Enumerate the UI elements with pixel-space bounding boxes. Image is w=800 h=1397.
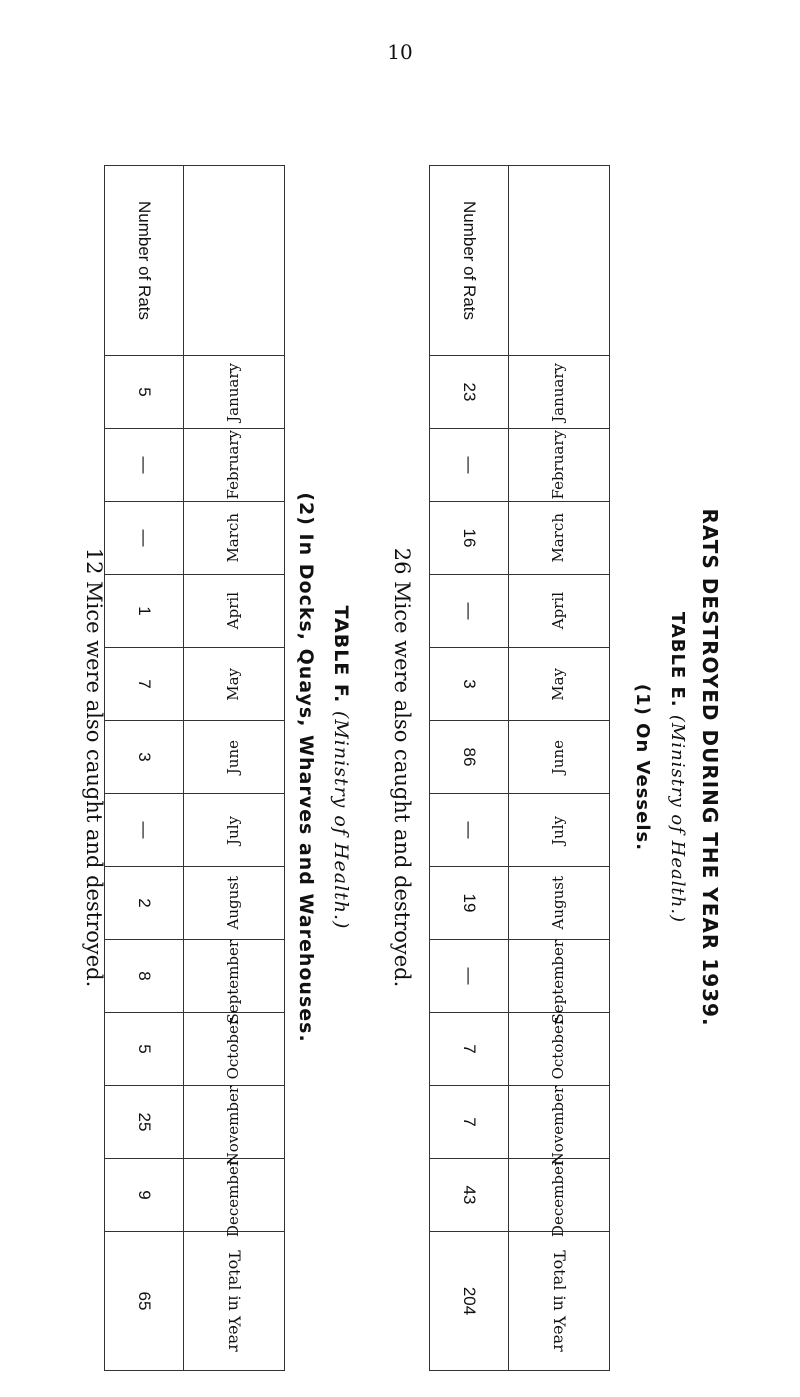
table-e-month-header: December — [509, 1159, 610, 1232]
table-e-value-cell: 23 — [430, 356, 509, 429]
table-f-month-header: May — [184, 648, 285, 721]
table-f-value-cell: 1 — [105, 575, 184, 648]
table-f-source: (Ministry of Health.) — [330, 710, 352, 930]
table-f-month-header: October — [184, 1013, 285, 1086]
table-f-total-cell: 65 — [105, 1232, 184, 1371]
table-f-value-cell: 8 — [105, 940, 184, 1013]
table-f-corner-cell — [184, 166, 285, 356]
table-f-value-cell: 25 — [105, 1086, 184, 1159]
table-e-month-header: September — [509, 940, 610, 1013]
table-e — [429, 165, 610, 1371]
table-f-value-cell: 7 — [105, 648, 184, 721]
table-f-month-header: March — [184, 502, 285, 575]
table-f-month-header: April — [184, 575, 285, 648]
table-e-value-cell: — — [430, 794, 509, 867]
table-e-value-cell: 86 — [430, 721, 509, 794]
table-e-source: (Ministry of Health.) — [667, 714, 688, 924]
table-e-month-header: August — [509, 867, 610, 940]
table-f-month-header: July — [184, 794, 285, 867]
table-e-subtitle: (1) On Vessels. — [632, 683, 653, 852]
table-f-title: TABLE F. — [330, 605, 352, 704]
table-e-value-row — [430, 166, 509, 1371]
table-e-value-cell: — — [430, 429, 509, 502]
table-f-value-cell: 5 — [105, 356, 184, 429]
table-e-value-cell: 3 — [430, 648, 509, 721]
table-e-row-label: Number of Rats — [430, 166, 509, 356]
table-e-value-cell: 19 — [430, 867, 509, 940]
table-f-month-header: December — [184, 1159, 285, 1232]
table-f-value-cell: 3 — [105, 721, 184, 794]
table-f-row-label: Number of Rats — [105, 166, 184, 356]
table-e-total-header: Total in Year — [509, 1232, 610, 1371]
table-f-value-cell: — — [105, 502, 184, 575]
table-f-month-header: February — [184, 429, 285, 502]
table-f-total-header: Total in Year — [184, 1232, 285, 1371]
table-e-corner-cell — [509, 166, 610, 356]
table-e-value-cell: 16 — [430, 502, 509, 575]
table-e-month-header: July — [509, 794, 610, 867]
table-f-month-header: June — [184, 721, 285, 794]
table-f-month-header: August — [184, 867, 285, 940]
table-e-month-header: February — [509, 429, 610, 502]
table-e-title: TABLE E. — [667, 611, 688, 708]
table-f-value-cell: — — [105, 429, 184, 502]
table-e-month-header: June — [509, 721, 610, 794]
table-e-value-cell: 7 — [430, 1086, 509, 1159]
table-f-value-cell: 9 — [105, 1159, 184, 1232]
table-e-value-cell: — — [430, 940, 509, 1013]
table-e-month-header: March — [509, 502, 610, 575]
table-e-month-header: April — [509, 575, 610, 648]
table-f-note: 12 Mice were also caught and destroyed. — [82, 547, 106, 988]
table-e-note: 26 Mice were also caught and destroyed. — [390, 547, 414, 988]
table-e-month-header: January — [509, 356, 610, 429]
table-f-value-cell: 5 — [105, 1013, 184, 1086]
table-f-value-cell: — — [105, 794, 184, 867]
table-f-month-header: September — [184, 940, 285, 1013]
table-f-value-row — [105, 166, 184, 1371]
table-f-month-header: November — [184, 1086, 285, 1159]
table-e-value-cell: 43 — [430, 1159, 509, 1232]
table-e-header-row — [509, 166, 610, 1371]
table-e-total-cell: 204 — [430, 1232, 509, 1371]
table-e-month-header: October — [509, 1013, 610, 1086]
table-f-header-row — [184, 166, 285, 1371]
table-e-value-cell: — — [430, 575, 509, 648]
report-title: RATS DESTROYED DURING THE YEAR 1939. — [698, 508, 722, 1027]
table-e-heading — [667, 165, 688, 1370]
page-number: 10 — [387, 40, 413, 64]
table-f-value-cell: 2 — [105, 867, 184, 940]
table-f-month-header: January — [184, 356, 285, 429]
table-f-heading — [330, 165, 352, 1370]
table-e-value-cell: 7 — [430, 1013, 509, 1086]
table-e-month-header: November — [509, 1086, 610, 1159]
rotated-page-content — [68, 165, 728, 1370]
table-e-month-header: May — [509, 648, 610, 721]
table-f — [104, 165, 285, 1371]
table-f-subtitle: (2) In Docks, Quays, Wharves and Warehouses. — [295, 492, 317, 1043]
